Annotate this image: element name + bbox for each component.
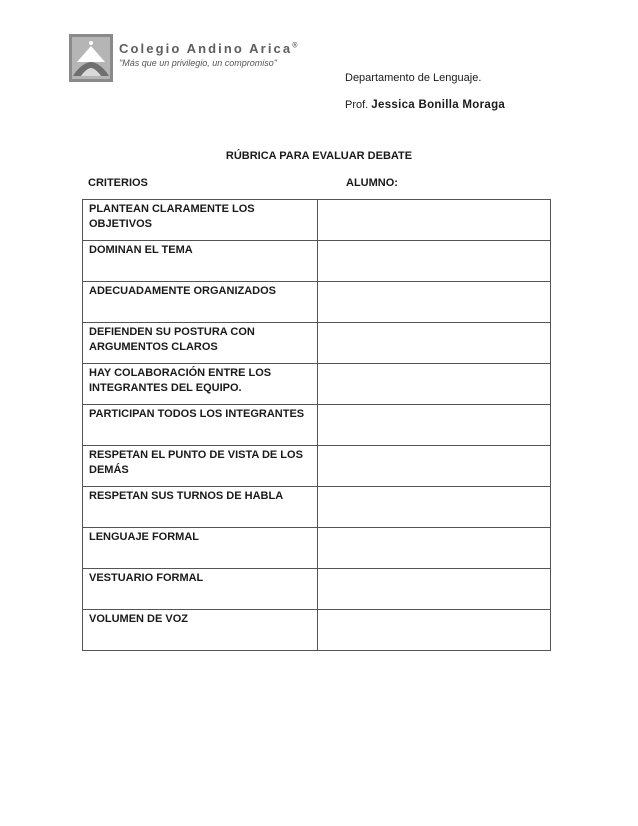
criterion-cell: DEFIENDEN SU POSTURA CON ARGUMENTOS CLAROS bbox=[83, 323, 318, 364]
criterion-cell: HAY COLABORACIÓN ENTRE LOS INTEGRANTES DEL EQUIPO. bbox=[83, 364, 318, 405]
school-name-text: Colegio Andino Arica bbox=[119, 41, 293, 56]
criterion-cell: RESPETAN SUS TURNOS DE HABLA bbox=[83, 487, 318, 528]
score-cell[interactable] bbox=[317, 528, 550, 569]
criterion-cell: VOLUMEN DE VOZ bbox=[83, 610, 318, 651]
school-motto: "Más que un privilegio, un compromiso" bbox=[119, 58, 277, 68]
criterion-cell: RESPETAN EL PUNTO DE VISTA DE LOS DEMÁS bbox=[83, 446, 318, 487]
table-row bbox=[83, 405, 551, 446]
school-emblem-icon bbox=[67, 32, 115, 84]
table-row bbox=[83, 487, 551, 528]
score-cell[interactable] bbox=[317, 487, 550, 528]
criterion-cell: LENGUAJE FORMAL bbox=[83, 528, 318, 569]
school-name bbox=[119, 41, 297, 56]
criterion-cell: DOMINAN EL TEMA bbox=[83, 241, 318, 282]
score-cell[interactable] bbox=[317, 610, 550, 651]
document-title: RÚBRICA PARA EVALUAR DEBATE bbox=[225, 150, 413, 162]
student-column-label: ALUMNO: bbox=[346, 177, 398, 189]
professor-line bbox=[345, 99, 505, 111]
professor-prefix: Prof. bbox=[345, 99, 369, 111]
table-row bbox=[83, 282, 551, 323]
table-row bbox=[83, 446, 551, 487]
score-cell[interactable] bbox=[317, 569, 550, 610]
table-row bbox=[83, 364, 551, 405]
school-logo bbox=[67, 32, 298, 84]
criterion-cell: PARTICIPAN TODOS LOS INTEGRANTES bbox=[83, 405, 318, 446]
criterion-cell: VESTUARIO FORMAL bbox=[83, 569, 318, 610]
table-row bbox=[83, 200, 551, 241]
table-row bbox=[83, 323, 551, 364]
criteria-column-label: CRITERIOS bbox=[88, 177, 148, 189]
score-cell[interactable] bbox=[317, 446, 550, 487]
score-cell[interactable] bbox=[317, 200, 550, 241]
department-line: Departamento de Lenguaje. bbox=[345, 72, 482, 84]
registered-mark: ® bbox=[292, 42, 298, 50]
table-row bbox=[83, 569, 551, 610]
professor-name: Jessica Bonilla Moraga bbox=[371, 99, 506, 111]
score-cell[interactable] bbox=[317, 323, 550, 364]
score-cell[interactable] bbox=[317, 405, 550, 446]
table-row bbox=[83, 528, 551, 569]
criterion-cell: PLANTEAN CLARAMENTE LOS OBJETIVOS bbox=[83, 200, 318, 241]
table-row bbox=[83, 610, 551, 651]
score-cell[interactable] bbox=[317, 364, 550, 405]
score-cell[interactable] bbox=[317, 282, 550, 323]
table-row bbox=[83, 241, 551, 282]
rubric-table bbox=[82, 199, 551, 651]
criterion-cell: ADECUADAMENTE ORGANIZADOS bbox=[83, 282, 318, 323]
score-cell[interactable] bbox=[317, 241, 550, 282]
